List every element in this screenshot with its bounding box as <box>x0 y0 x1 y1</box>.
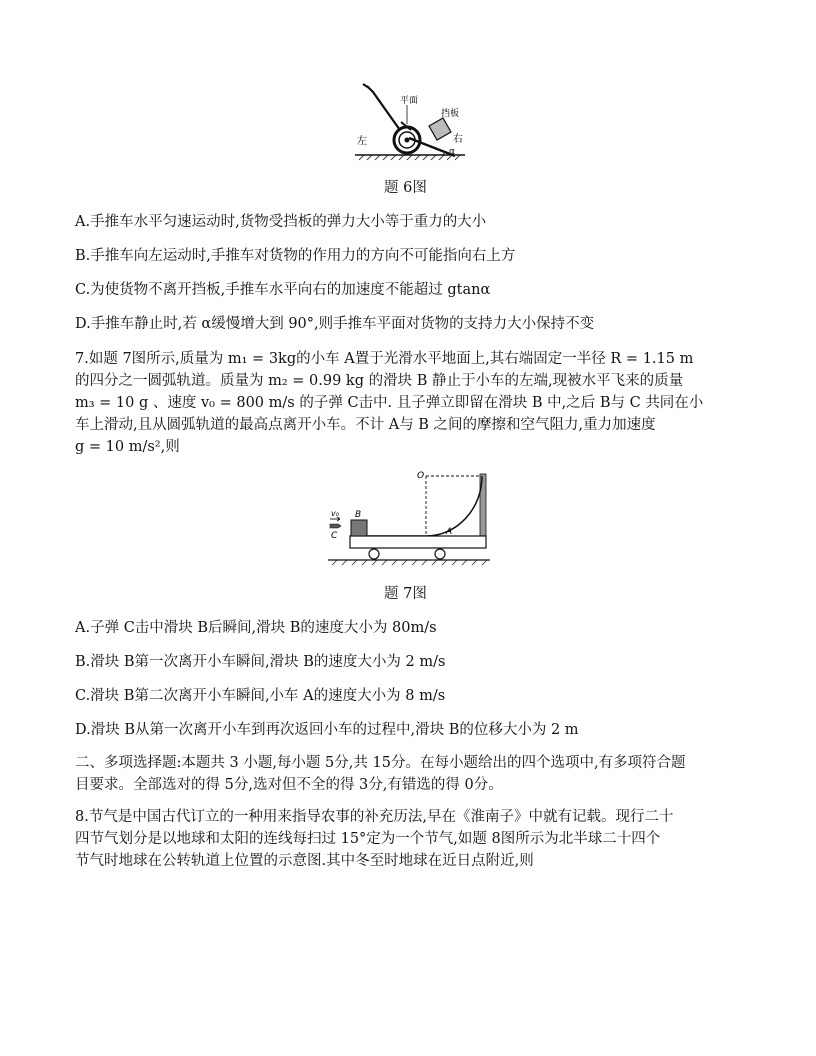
fig7-label-v0: v₀ <box>331 509 339 518</box>
q7-stem-line: 的四分之一圆弧轨道。质量为 m₂ = 0.99 kg 的滑块 B 静止于小车的左端,现被水平飞来的质量 <box>75 373 684 389</box>
q7-stem-line: g = 10 m/s²,则 <box>75 439 180 455</box>
q8-stem-line: 8.节气是中国古代订立的一种用来指导农事的补充历法,早在《淮南子》中就有记载。现行二十 <box>75 809 674 825</box>
q8-stem <box>75 806 745 872</box>
figure-6-cart <box>345 78 475 166</box>
q7-stem <box>75 348 745 458</box>
figure-7-cart-track <box>322 466 494 568</box>
section-2-line: 二、多项选择题:本题共 3 小题,每小题 5分,共 15分。在每小题给出的四个选项中,有多项符合题 <box>75 755 686 771</box>
q7-stem-line: m₃ = 10 g 、速度 v₀ = 800 m/s 的子弹 C击中. 且子弹立即留在滑块 B 中,之后 B与 C 共同在小 <box>75 395 704 411</box>
q7-option-b: B.滑块 B第一次离开小车瞬间,滑块 B的速度大小为 2 m/s <box>75 654 446 670</box>
q7-stem-line: 车上滑动,且从圆弧轨道的最高点离开小车。不计 A与 B 之间的摩擦和空气阻力,重力加速度 <box>75 417 656 433</box>
q8-stem-line: 四节气划分是以地球和太阳的连线每扫过 15°定为一个节气,如题 8图所示为北半球二十四个 <box>75 831 661 847</box>
fig6-label-plate: 平面 <box>400 96 419 106</box>
q7-option-d: D.滑块 B从第一次离开小车到再次返回小车的过程中,滑块 B的位移大小为 2 m <box>75 722 579 738</box>
q6-option-c: C.为使货物不离开挡板,手推车水平向右的加速度不能超过 gtanα <box>75 282 491 298</box>
fig7-label-b: B <box>355 510 362 520</box>
q7-stem-line: 7.如题 7图所示,质量为 m₁ = 3kg的小车 A置于光滑水平地面上,其右端固定一半径 R = 1.15 m <box>75 351 694 367</box>
q6-option-a: A.手推车水平匀速运动时,货物受挡板的弹力大小等于重力的大小 <box>75 214 487 230</box>
figure-6-caption: 题 6图 <box>384 180 427 196</box>
q8-stem-line: 节气时地球在公转轨道上位置的示意图.其中冬至时地球在近日点附近,则 <box>75 853 534 869</box>
fig6-label-right: 右 <box>453 134 463 145</box>
section-2-line: 目要求。全部选对的得 5分,选对但不全的得 3分,有错选的得 0分。 <box>75 777 503 793</box>
q6-option-d: D.手推车静止时,若 α缓慢增大到 90°,则手推车平面对货物的支持力大小保持不变 <box>75 316 595 332</box>
section-2-instructions <box>75 752 745 796</box>
fig6-label-baffle: 挡板 <box>441 109 460 119</box>
q7-option-a: A.子弹 C击中滑块 B后瞬间,滑块 B的速度大小为 80m/s <box>75 620 437 636</box>
fig7-label-c: C <box>331 531 338 541</box>
q7-option-c: C.滑块 B第二次离开小车瞬间,小车 A的速度大小为 8 m/s <box>75 688 446 704</box>
fig7-label-a: A <box>446 527 453 537</box>
q6-option-b: B.手推车向左运动时,手推车对货物的作用力的方向不可能指向右上方 <box>75 248 516 264</box>
fig6-label-angle: α <box>449 147 455 157</box>
fig6-label-left: 左 <box>357 136 367 147</box>
figure-7-caption: 题 7图 <box>384 586 427 602</box>
fig7-label-o: O <box>417 471 425 481</box>
